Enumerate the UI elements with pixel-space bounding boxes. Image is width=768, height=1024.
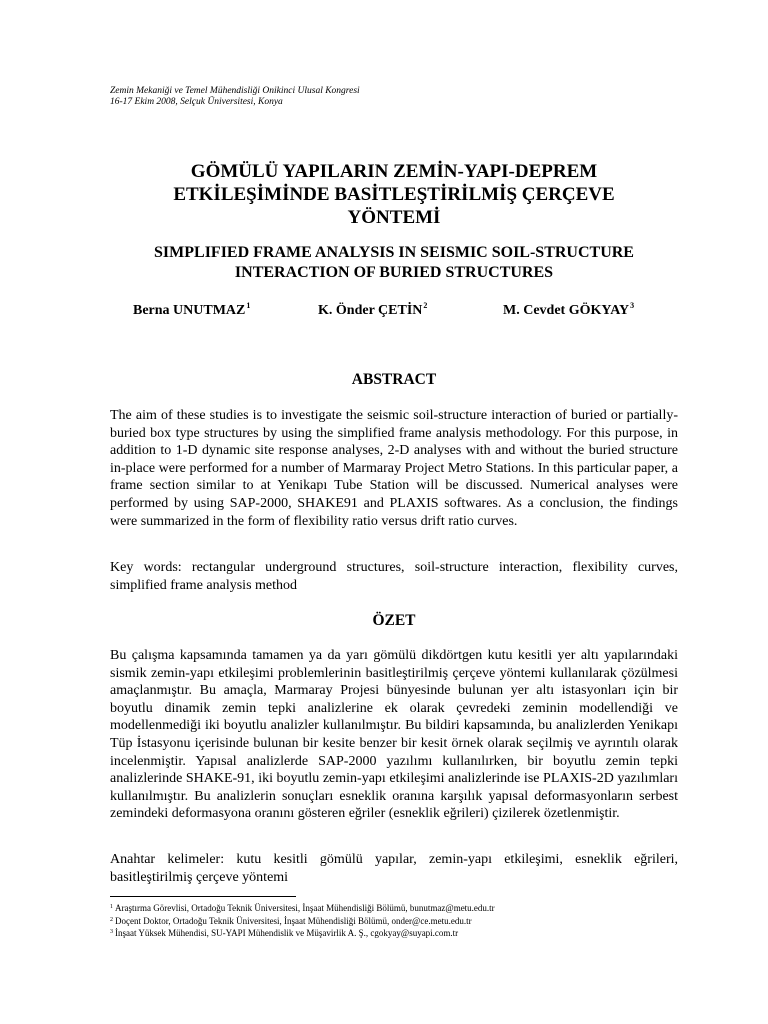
author-1-affiliation-mark: 1 <box>246 301 251 310</box>
footnote-2-text: Doçent Doktor, Ortadoğu Teknik Üniversitesi, İnşaat Mühendisliği Bölümü, onder@ce.metu.edu.tr <box>115 915 472 926</box>
turkish-title-line-1: GÖMÜLÜ YAPILARIN ZEMİN-YAPI-DEPREM <box>190 161 598 182</box>
footnote-1-mark: 1 <box>110 904 113 910</box>
footnote-1 <box>110 902 678 915</box>
conference-date-location: 16-17 Ekim 2008, Selçuk Üniversitesi, Konya <box>110 97 283 107</box>
ozet-keywords: Anahtar kelimeler: kutu kesitli gömülü yapılar, zemin-yapı etkileşimi, esneklik eğrileri, basitleştirilmiş çerçeve yöntemi <box>110 852 678 885</box>
turkish-title <box>110 160 678 229</box>
footnote-2 <box>110 915 678 928</box>
footnote-2-mark: 2 <box>110 916 113 923</box>
abstract-heading: ABSTRACT <box>351 371 437 388</box>
ozet-heading: ÖZET <box>372 612 416 629</box>
footnote-divider <box>110 896 296 897</box>
turkish-title-line-2: ETKİLEŞİMİNDE BASİTLEŞTİRİLMİŞ ÇERÇEVE <box>173 184 615 205</box>
author-3 <box>503 301 634 319</box>
abstract-body: The aim of these studies is to investigate the seismic soil-structure interaction of buried or partially-buried box type structures by using the simplified frame analysis methodology. For this purpose, in addition to 1-D dynamic site response analyses, 2-D analyses with and without the buried structure in-place were performed for a number of Marmaray Project Metro Stations. In this particular paper, a frame section similar to at Yenikapı Tube Station will be discussed. Numerical analyses were performed by using SAP-2000, SHAKE91 and PLAXIS softwares. As a conclusion, the findings were summarized in the form of flexibility ratio versus drift ratio curves. <box>110 408 678 529</box>
author-3-name: M. Cevdet GÖKYAY <box>503 303 630 318</box>
english-title-line-1: SIMPLIFIED FRAME ANALYSIS IN SEISMIC SOIL-STRUCTURE <box>154 244 634 261</box>
author-1 <box>133 301 250 319</box>
english-title <box>110 243 678 283</box>
author-2 <box>318 301 427 319</box>
footnote-3-text: İnşaat Yüksek Mühendisi, SU-YAPI Mühendislik ve Müşavirlik A. Ş., cgokyay@suyapi.com.tr <box>115 928 459 938</box>
author-2-affiliation-mark: 2 <box>423 301 428 310</box>
author-list <box>0 301 768 321</box>
turkish-title-line-3: YÖNTEMİ <box>347 207 441 228</box>
conference-name: Zemin Mekaniği ve Temel Mühendisliği Onikinci Ulusal Kongresi <box>110 86 360 96</box>
conference-header <box>110 86 360 108</box>
footnote-3 <box>110 927 678 940</box>
footnote-3-mark: 3 <box>110 929 113 935</box>
abstract-keywords: Key words: rectangular underground structures, soil-structure interaction, flexibility curves, simplified frame analysis method <box>110 560 678 593</box>
english-title-line-2: INTERACTION OF BURIED STRUCTURES <box>234 264 554 281</box>
author-2-name: K. Önder ÇETİN <box>318 303 423 318</box>
author-1-name: Berna UNUTMAZ <box>133 303 246 318</box>
footnotes <box>110 902 678 940</box>
author-3-affiliation-mark: 3 <box>630 301 635 310</box>
ozet-body: Bu çalışma kapsamında tamamen ya da yarı gömülü dikdörtgen kutu kesitli yer altı yapılarındaki sismik zemin-yapı etkileşimi problemlerinin basitleştirilmiş çerçeve yöntemi kullanılarak çözülmesi amaçlanmıştır. Bu amaçla, Marmaray Projesi bünyesinde bulunan yer altı istasyonları için bir boyutlu dinamik zemin tepki analizlerine ek olarak çevredeki zeminin modellendiği ve modellenmediği iki boyutlu analizler kullanılmıştır. Bu bildiri kapsamında, bu analizlerden Yenikapı Tüp İstasyonu içerisinde bulunan bir kesite benzer bir kesit örnek olarak seçilmiş ve ayrıntılı olarak incelenmiştir. Yapısal analizlerde SAP-2000 yazılımı kullanılırken, bir boyutlu zemin tepki analizlerinde SHAKE-91, iki boyutlu zemin-yapı etkileşimi analizlerinde ise PLAXIS-2D yazılımları kullanılmıştır. Bu analizlerin sonuçları esneklik oranına karşılık yapısal deformasyonların serbest zemindeki deformasyona oranını gösteren eğriler (esneklik eğrileri) çizilerek özetlenmiştir. <box>110 648 678 822</box>
footnote-1-text: Araştırma Görevlisi, Ortadoğu Teknik Üniversitesi, İnşaat Mühendisliği Bölümü, bunutmaz@metu.edu.tr <box>115 903 495 913</box>
